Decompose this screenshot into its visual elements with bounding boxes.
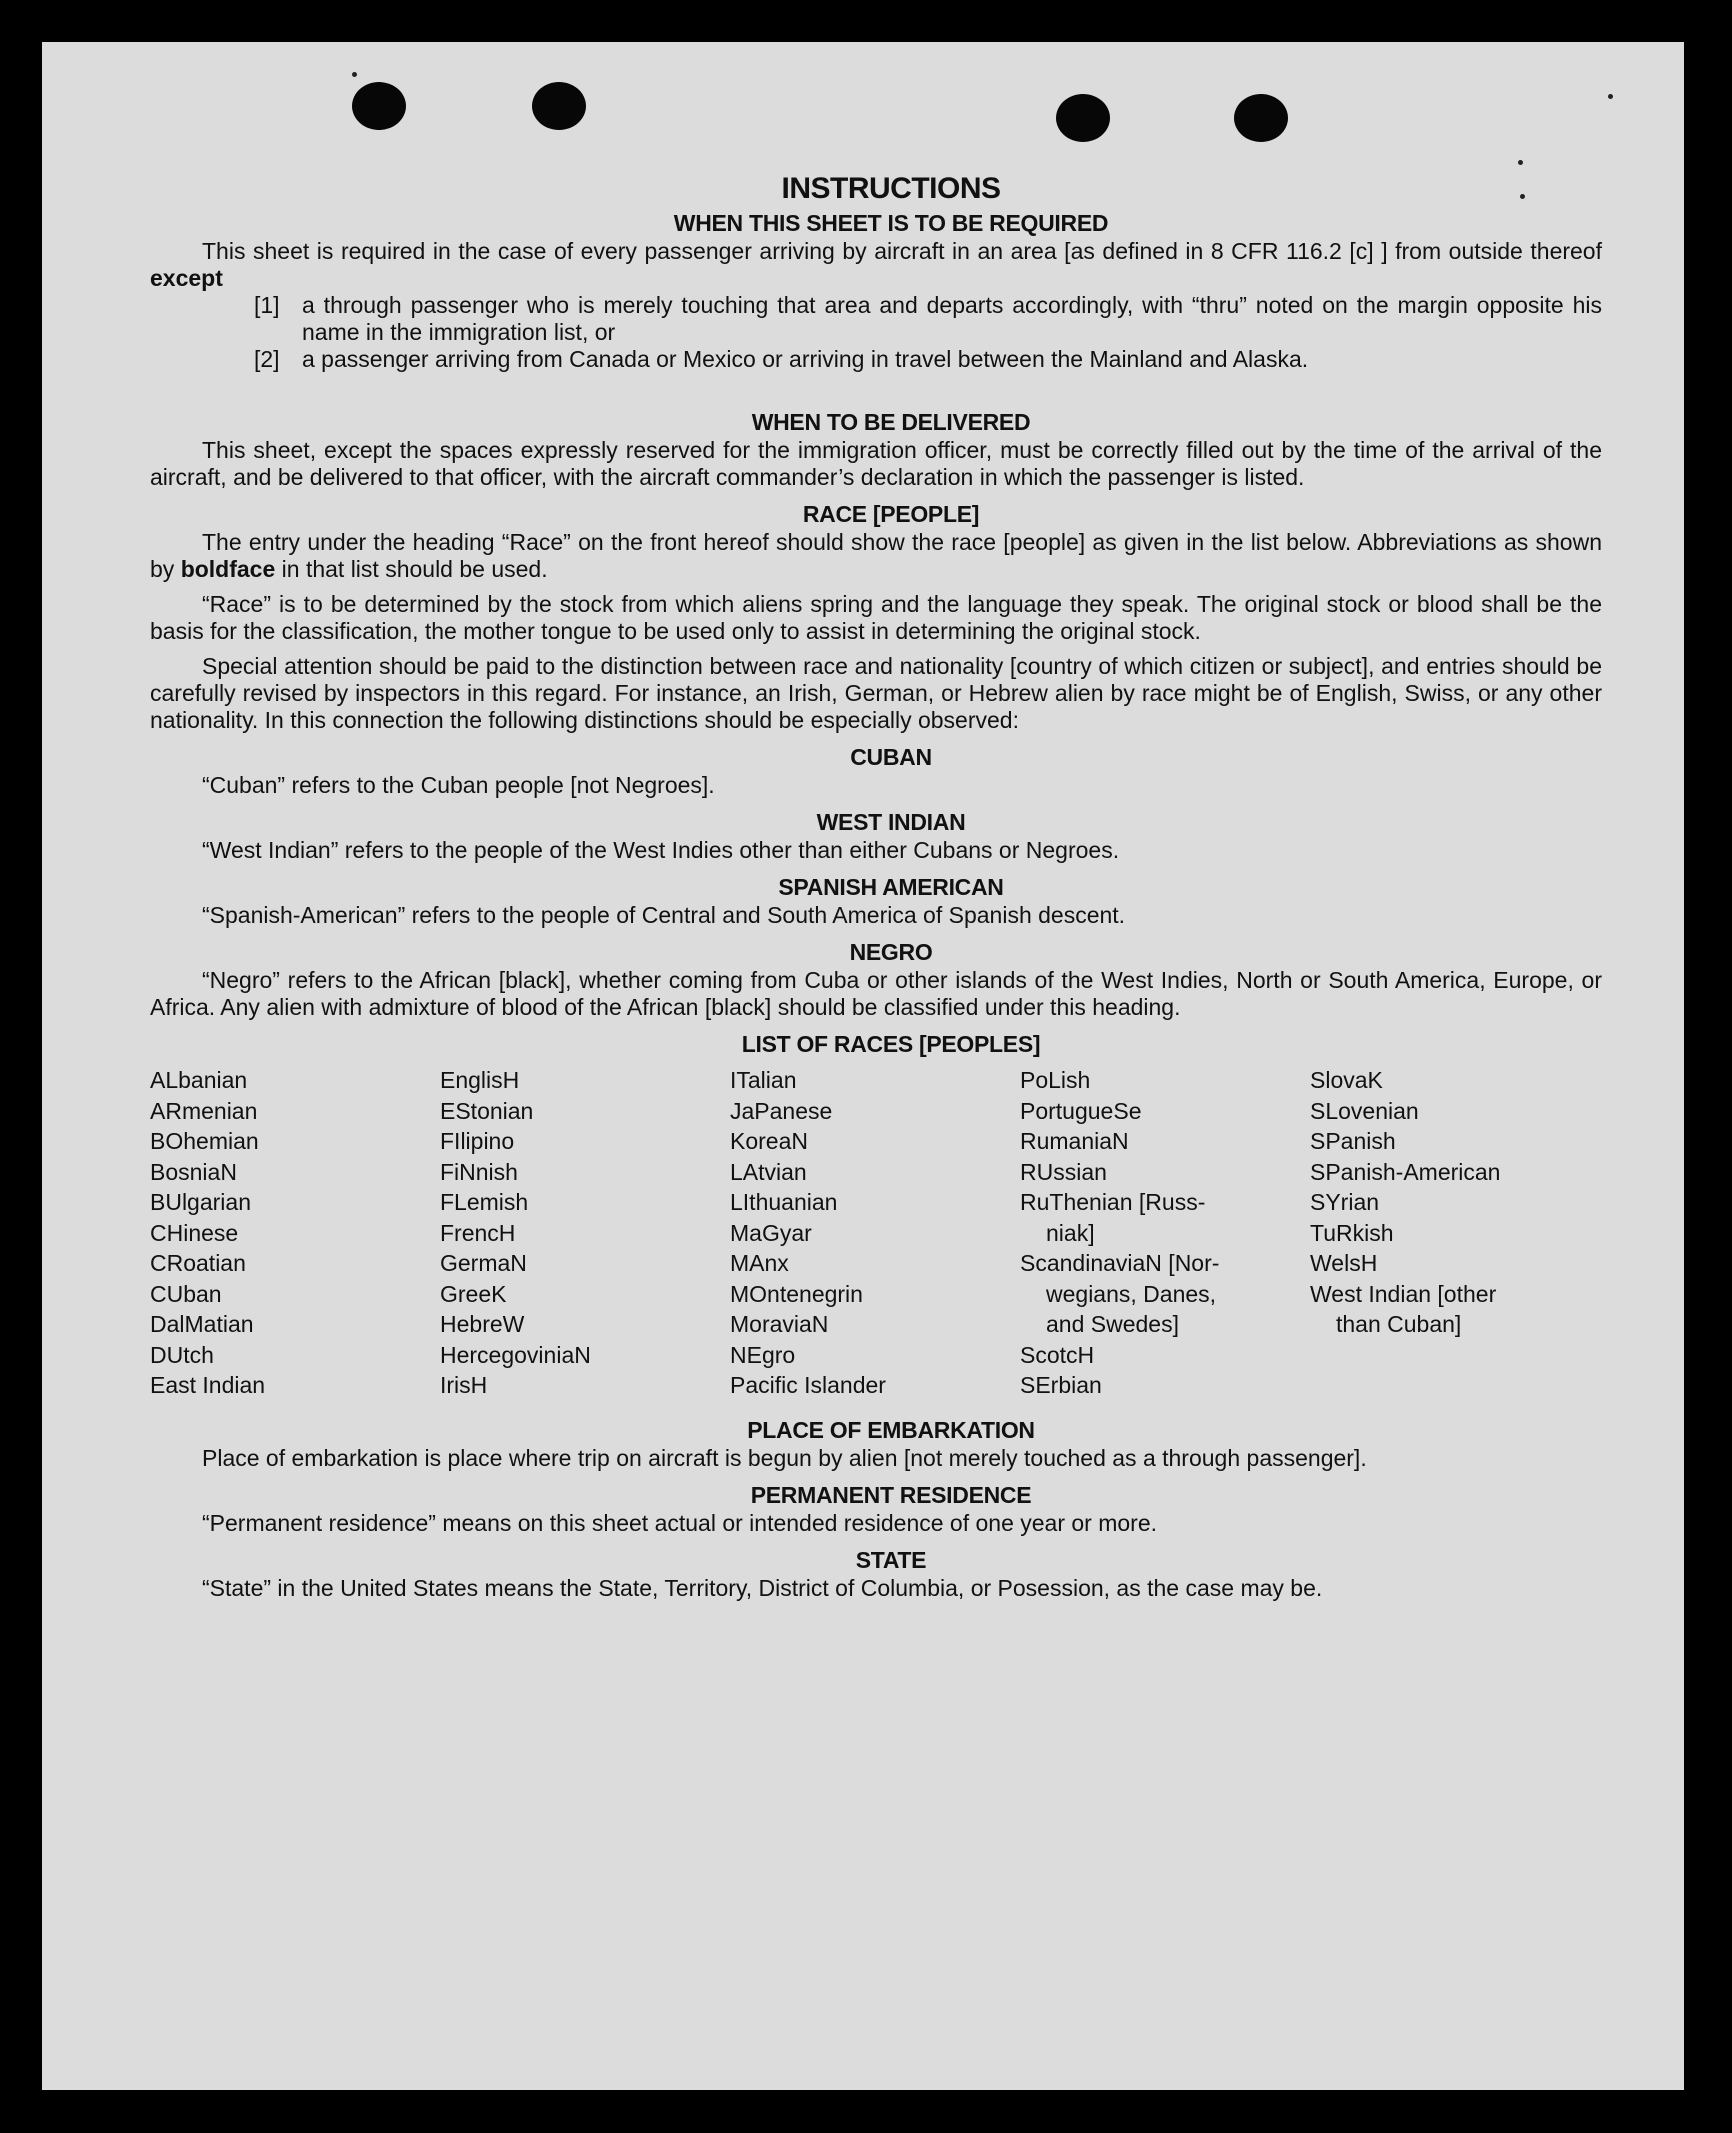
section-heading-negro: NEGRO (849, 939, 933, 965)
race-item: MOntenegrin (730, 1280, 863, 1307)
races-column (440, 1065, 730, 1401)
race-item: SPanish-American (1310, 1158, 1501, 1185)
race-item: SLovenian (1310, 1097, 1419, 1124)
race-item: SErbian (1020, 1372, 1102, 1398)
race-item: CUban (150, 1280, 222, 1307)
race-item: ITalian (730, 1067, 797, 1093)
punch-hole (352, 82, 406, 130)
race-item: ScotcH (1020, 1341, 1095, 1368)
state-text: “State” in the United States means the State, Territory, District of Columbia, or Posession, as the case may be. (202, 1574, 1323, 1601)
race-item: FrencH (440, 1219, 516, 1246)
race-item: ARmenian (150, 1097, 258, 1124)
race-item: DUtch (150, 1341, 214, 1368)
race-item: HebreW (440, 1311, 525, 1337)
race-item: DalMatian (150, 1311, 254, 1337)
race-item: FiNnish (440, 1158, 518, 1185)
dust-speck (1608, 94, 1613, 99)
race-item: FLemish (440, 1189, 529, 1215)
race-item: BUlgarian (150, 1189, 251, 1215)
race-item: PoLish (1020, 1067, 1091, 1093)
permanent-residence-text: “Permanent residence” means on this sheet actual or intended residence of one year or more. (202, 1509, 1158, 1536)
race-paragraph-3: Special attention should be paid to the distinction between race and nationality [country of which citizen or subject], and entries should be carefully revised by inspectors in this regard. For instance, an Irish, German, or Hebrew alien by race might be of English, Swiss, or any other nationality. In this connection the following distinctions should be especially observed: (150, 653, 1602, 733)
negro-text: “Negro” refers to the African [black], whether coming from Cuba or other islands of the West Indies, North or South America, Europe, or Africa. Any alien with admixture of blood of the African [black] should be classified under this heading. (150, 967, 1602, 1020)
race-item: SlovaK (1310, 1067, 1383, 1093)
punch-hole (1234, 94, 1288, 142)
when-delivered-text: This sheet, except the spaces expressly reserved for the immigration officer, must be correctly filled out by the time of the arrival of the aircraft, and be delivered to that officer, with the aircraft commander’s declaration in which the passenger is listed. (150, 437, 1602, 490)
section-heading-west-indian: WEST INDIAN (816, 809, 966, 835)
section-heading-spanish-american: SPANISH AMERICAN (778, 874, 1004, 900)
page-title: INSTRUCTIONS (781, 172, 1001, 205)
race-item: ALbanian (150, 1067, 248, 1093)
race-item: BosniaN (150, 1158, 237, 1185)
race-item: BOhemian (150, 1128, 259, 1154)
west-indian-text: “West Indian” refers to the people of the West Indies other than either Cubans or Negroes. (202, 837, 1120, 863)
race-item: SPanish (1310, 1128, 1396, 1154)
race-item: EnglisH (440, 1067, 520, 1093)
section-heading-race: RACE [PEOPLE] (802, 501, 980, 527)
races-table (150, 1065, 1602, 1401)
race-item: SYrian (1310, 1189, 1380, 1215)
section-heading-list-of-races: LIST OF RACES [PEOPLES] (741, 1031, 1041, 1057)
race-item-continuation: niak] (1046, 1219, 1095, 1246)
cuban-text: “Cuban” refers to the Cuban people [not Negroes]. (202, 772, 715, 798)
item-text: a through passenger who is merely touching that area and departs accordingly, with “thru” noted on the margin opposite his name in the immigration list, or (302, 292, 1602, 345)
race-item: GermaN (440, 1250, 527, 1276)
races-column (150, 1065, 440, 1401)
dust-speck (1518, 160, 1523, 165)
race-item: RUssian (1020, 1158, 1107, 1185)
race-item: West Indian [other (1310, 1280, 1497, 1307)
section-heading-permanent-residence: PERMANENT RESIDENCE (750, 1481, 1032, 1508)
list-item (254, 292, 1602, 346)
race-item: KoreaN (730, 1128, 808, 1154)
race-item: MoraviaN (730, 1311, 829, 1337)
dust-speck (352, 72, 357, 77)
spanish-american-text: “Spanish-American” refers to the people of Central and South America of Spanish descent. (202, 902, 1126, 928)
race-item: MaGyar (730, 1219, 812, 1246)
race-item-continuation: and Swedes] (1046, 1311, 1179, 1337)
race-item: CRoatian (150, 1250, 246, 1276)
race-item: LAtvian (730, 1158, 807, 1185)
race-item-continuation: wegians, Danes, (1046, 1280, 1217, 1307)
race-item: RuThenian [Russ- (1020, 1189, 1206, 1215)
races-column (730, 1065, 1020, 1401)
race-item: HercegoviniaN (440, 1341, 591, 1368)
except-emphasis: except (150, 265, 223, 291)
item-text: a passenger arriving from Canada or Mexico or arriving in travel between the Mainland and Alaska. (302, 346, 1309, 372)
item-number: [2] (254, 346, 280, 372)
race-item: WelsH (1310, 1250, 1378, 1276)
document-page (42, 42, 1684, 2090)
race-item: RumaniaN (1020, 1128, 1129, 1154)
race-item: FIlipino (440, 1128, 515, 1154)
section-heading-when-required: WHEN THIS SHEET IS TO BE REQUIRED (673, 210, 1109, 236)
race-item: TuRkish (1310, 1219, 1394, 1246)
section-heading-cuban: CUBAN (850, 744, 932, 770)
race-item: ScandinaviaN [Nor- (1020, 1250, 1220, 1276)
race-item: MAnx (730, 1250, 789, 1276)
item-number: [1] (254, 292, 280, 318)
race-paragraph-2: “Race” is to be determined by the stock from which aliens spring and the language they speak. The original stock or blood shall be the basis for the classification, the mother tongue to be used only to assist in determining the original stock. (150, 591, 1602, 644)
embarkation-text: Place of embarkation is place where trip on aircraft is begun by alien [not merely touched as a through passenger]. (202, 1444, 1367, 1471)
punch-hole (1056, 94, 1110, 142)
race-item: IrisH (440, 1372, 488, 1398)
section-heading-when-delivered: WHEN TO BE DELIVERED (751, 409, 1031, 435)
race-paragraph-1: The entry under the heading “Race” on the front hereof should show the race [people] as given in the list below. Abbreviations as shown by boldface in that list should be used. (150, 529, 1602, 582)
when-required-intro: This sheet is required in the case of every passenger arriving by aircraft in an area [as defined in 8 CFR 116.2 [c] ] from outside thereof except (150, 238, 1602, 291)
race-item-continuation: than Cuban] (1336, 1311, 1462, 1337)
exception-list (254, 292, 1602, 373)
race-item: East Indian (150, 1372, 266, 1398)
race-item: PortugueSe (1020, 1097, 1142, 1124)
race-item: LIthuanian (730, 1189, 838, 1215)
section-heading-state: STATE (855, 1546, 927, 1573)
race-item: Pacific Islander (730, 1372, 886, 1398)
race-item: EStonian (440, 1097, 534, 1124)
race-item: NEgro (730, 1341, 796, 1368)
race-item: GreeK (440, 1280, 507, 1307)
race-item: CHinese (150, 1219, 239, 1246)
race-item: JaPanese (730, 1097, 833, 1124)
punch-hole (532, 82, 586, 130)
races-column (1310, 1065, 1602, 1401)
list-item (254, 346, 1602, 373)
instructions-content (150, 170, 1602, 1602)
races-column (1020, 1065, 1310, 1401)
boldface-emphasis: boldface (180, 556, 276, 582)
section-heading-embarkation: PLACE OF EMBARKATION (747, 1416, 1035, 1443)
